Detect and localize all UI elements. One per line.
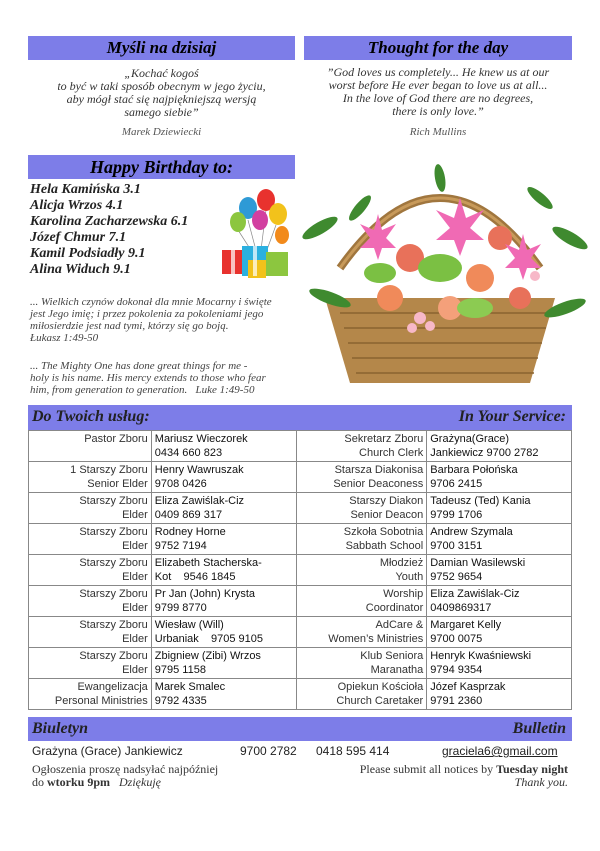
name-cell-line1: Barbara Połońska (430, 464, 518, 476)
service-row (29, 555, 572, 586)
role-cell-line2: Elder (122, 571, 148, 583)
name-cell (427, 586, 572, 617)
en-quote-author: Rich Mullins (409, 126, 467, 138)
role-cell-line1: 1 Starszy Zboru (70, 464, 148, 476)
name-cell-line2: 9792 4335 (154, 695, 207, 707)
birthday-person: Józef Chmur 7.1 (30, 230, 127, 245)
name-cell (427, 555, 572, 586)
verse-pl-line: ... Wielkich czynów dokonał dla mnie Mocarny i święte (30, 296, 272, 308)
role-cell (29, 462, 152, 493)
service-row (29, 493, 572, 524)
name-cell-line1: Marek Smalec (154, 681, 226, 693)
birthday-person: Hela Kamińska 3.1 (30, 182, 141, 197)
name-cell-line1: Rodney Horne (154, 526, 226, 538)
verse-en-last: him, from generation to generation. (30, 384, 188, 396)
role-cell (296, 493, 427, 524)
notice-en-deadline: Tuesday night (496, 762, 568, 776)
name-cell-line2: 0409869317 (430, 602, 492, 614)
notice-pl-line1: Ogłoszenia proszę nadsyłać najpóźniej (32, 762, 219, 776)
service-row (29, 524, 572, 555)
service-row (29, 617, 572, 648)
notice-pl-deadline: wtorku 9pm (47, 775, 111, 789)
name-cell-line2: Urbaniak 9705 9105 (154, 633, 264, 645)
role-cell-line1: AdCare & (375, 619, 424, 631)
role-cell (29, 431, 152, 462)
role-cell-line2: Personal Ministries (54, 695, 148, 707)
pl-thought-title: Myśli na dzisiaj (28, 36, 295, 60)
role-cell (29, 586, 152, 617)
role-cell (296, 462, 427, 493)
name-cell-line1: Józef Kasprzak (430, 681, 506, 693)
verse-pl-line: jest Jego imię; i przez pokolenia za pokoleniami jego (30, 308, 264, 320)
service-row (29, 586, 572, 617)
notice-pl-thanks: Dziękuję (119, 775, 161, 789)
role-cell (296, 524, 427, 555)
pl-quote-line: samego siebie” (124, 105, 199, 119)
role-cell (296, 431, 427, 462)
role-cell-line1: Starszy Zboru (79, 650, 148, 662)
pl-quote-line: aby mógł stać się najpiękniejszą wersją (66, 92, 257, 106)
service-title-en: In Your Service: (458, 408, 566, 425)
name-cell (427, 493, 572, 524)
role-cell (29, 679, 152, 710)
role-cell-line1: Sekretarz Zboru (344, 433, 424, 445)
verse-en-line (30, 384, 330, 396)
name-cell-line1: Henry Wawruszak (154, 464, 244, 476)
role-cell-line2: Youth (395, 571, 424, 583)
role-cell-line1: Starszy Zboru (79, 526, 148, 538)
name-cell-line2: 9795 1158 (154, 664, 206, 676)
role-cell-line2: Elder (122, 602, 148, 614)
notice-pl-line2 (32, 776, 218, 789)
service-header (28, 405, 572, 430)
role-cell (29, 617, 152, 648)
flower-basket-illustration (300, 148, 590, 398)
name-cell (427, 648, 572, 679)
name-cell-line2: Kot 9546 1845 (154, 571, 236, 583)
role-cell (296, 679, 427, 710)
name-cell-line1: Eliza Zawiślak-Ciz (154, 495, 245, 507)
verse-pl (30, 296, 320, 344)
verse-en-line: ... The Mighty One has done great things for me - (30, 360, 248, 372)
name-cell (151, 524, 296, 555)
role-cell-line2: Church Clerk (359, 447, 424, 459)
name-cell-line2: 0434 660 823 (154, 447, 223, 459)
name-cell-line1: Wiesław (Will) (154, 619, 224, 631)
role-cell (296, 617, 427, 648)
name-cell-line1: Mariusz Wieczorek (154, 433, 248, 445)
role-cell-line1: Ewangelizacja (77, 681, 148, 693)
service-title-pl: Do Twoich usług: (32, 408, 150, 425)
role-cell-line2: Elder (122, 633, 148, 645)
en-quote (304, 66, 572, 118)
role-cell (296, 586, 427, 617)
role-cell-line2: Senior Elder (87, 478, 148, 490)
en-quote-line: worst before He ever began to love us at all... (328, 78, 548, 92)
pl-quote (28, 67, 295, 119)
role-cell-line1: Starszy Zboru (79, 588, 148, 600)
name-cell-line2: 9700 3151 (430, 540, 483, 552)
role-cell-line2: Elder (122, 540, 148, 552)
name-cell-line1: Henryk Kwaśniewski (430, 650, 532, 662)
birthday-person: Alicja Wrzos 4.1 (30, 198, 124, 213)
name-cell (151, 648, 296, 679)
name-cell (427, 524, 572, 555)
role-cell-line2: Senior Deaconess (333, 478, 424, 490)
role-cell-line1: Szkoła Sobotnia (343, 526, 424, 538)
service-row (29, 648, 572, 679)
role-cell-line1: Starszy Diakon (349, 495, 424, 507)
en-quote-line: In the love of God there are no degrees, (342, 91, 534, 105)
notice-en (360, 763, 568, 789)
role-cell-line2: Senior Deacon (350, 509, 424, 521)
verse-en-line: holy is his name. His mercy extends to those who fear (30, 372, 266, 384)
notice-pl (32, 763, 218, 789)
name-cell-line1: Elizabeth Stacherska- (154, 557, 262, 569)
role-cell-line2: Church Caretaker (336, 695, 424, 707)
name-cell (151, 493, 296, 524)
role-cell-line1: Młodzież (379, 557, 424, 569)
bulletin-phone2: 0418 595 414 (316, 744, 390, 758)
name-cell (151, 431, 296, 462)
role-cell (29, 555, 152, 586)
verse-en (30, 360, 330, 396)
pl-quote-author: Marek Dziewiecki (121, 126, 202, 138)
role-cell-line1: Klub Seniora (360, 650, 424, 662)
name-cell-line2: 9700 0075 (430, 633, 483, 645)
name-cell (427, 679, 572, 710)
birthday-list (30, 182, 188, 278)
en-quote-line: there is only love.” (392, 104, 484, 118)
name-cell-line2: 9794 9354 (430, 664, 483, 676)
role-cell-line2: Coordinator (365, 602, 424, 614)
verse-pl-line: miłosierdzie jest nad tymi, którzy się go boją. (30, 320, 229, 332)
role-cell-line2: Maranatha (370, 664, 424, 676)
verse-pl-ref: Łukasz 1:49-50 (30, 332, 99, 344)
name-cell-line1: Andrew Szymala (430, 526, 513, 538)
birthday-title: Happy Birthday to: (28, 155, 295, 179)
service-row (29, 679, 572, 710)
birthday-person: Alina Widuch 9.1 (30, 262, 131, 277)
role-cell (29, 524, 152, 555)
role-cell-line2: Elder (122, 664, 148, 676)
bulletin-email[interactable]: graciela6@gmail.com (442, 744, 558, 758)
name-cell-line1: Zbigniew (Zibi) Wrzos (154, 650, 261, 662)
name-cell (151, 586, 296, 617)
bulletin-title-en: Bulletin (512, 720, 566, 737)
name-cell-line2: 9799 1706 (430, 509, 483, 521)
role-cell-line1: Pastor Zboru (84, 433, 148, 445)
name-cell-line1: Margaret Kelly (430, 619, 502, 631)
name-cell-line1: Pr Jan (John) Krysta (154, 588, 256, 600)
notice-pl-prefix: do (32, 775, 47, 789)
role-cell (296, 555, 427, 586)
bulletin-editor: Grażyna (Grace) Jankiewicz (32, 744, 183, 758)
verse-en-ref: Luke 1:49-50 (195, 384, 255, 396)
name-cell (151, 555, 296, 586)
name-cell-line2: 9708 0426 (154, 478, 207, 490)
birthday-person: Karolina Zacharzewska 6.1 (30, 214, 189, 229)
pl-quote-line: to być w taki sposób obecnym w jego życiu, (57, 79, 266, 93)
en-thought-title: Thought for the day (304, 36, 572, 60)
name-cell-line2: Jankiewicz 9700 2782 (430, 447, 539, 459)
name-cell (427, 617, 572, 648)
role-cell-line1: Worship (383, 588, 424, 600)
role-cell-line1: Opiekun Kościoła (337, 681, 424, 693)
service-row (29, 431, 572, 462)
role-cell-line1: Starszy Zboru (79, 619, 148, 631)
bulletin-phone1: 9700 2782 (240, 744, 297, 758)
role-cell-line2: Sabbath School (345, 540, 424, 552)
role-cell-line1: Starsza Diakonisa (334, 464, 424, 476)
pl-quote-line: „Kochać kogoś (124, 66, 199, 80)
role-cell-line1: Starszy Zboru (79, 495, 148, 507)
name-cell-line1: Tadeusz (Ted) Kania (430, 495, 531, 507)
bulletin-header (28, 717, 572, 741)
name-cell-line2: 9791 2360 (430, 695, 483, 707)
name-cell-line1: Damian Wasilewski (430, 557, 526, 569)
role-cell-line2: Elder (122, 509, 148, 521)
service-table (28, 430, 572, 710)
name-cell-line2: 9752 7194 (154, 540, 207, 552)
role-cell (296, 648, 427, 679)
notice-en-thanks: Thank you. (514, 775, 568, 789)
name-cell (427, 462, 572, 493)
role-cell-line2: Women’s Ministries (328, 633, 424, 645)
name-cell-line2: 9799 8770 (154, 602, 207, 614)
role-cell (29, 493, 152, 524)
name-cell-line1: Grażyna(Grace) (430, 433, 510, 445)
name-cell-line2: 9752 9654 (430, 571, 483, 583)
name-cell-line2: 0409 869 317 (154, 509, 223, 521)
en-quote-line: ”God loves us completely... He knew us at our (326, 65, 550, 79)
name-cell (151, 617, 296, 648)
bulletin-title-pl: Biuletyn (32, 720, 89, 737)
role-cell (29, 648, 152, 679)
name-cell (151, 462, 296, 493)
notice-en-prefix: Please submit all notices by (359, 762, 497, 776)
name-cell (151, 679, 296, 710)
name-cell-line1: Eliza Zawiślak-Ciz (430, 588, 520, 600)
role-cell-line1: Starszy Zboru (79, 557, 148, 569)
service-row (29, 462, 572, 493)
birthday-person: Kamil Podsiadły 9.1 (30, 246, 146, 261)
name-cell-line2: 9706 2415 (430, 478, 483, 490)
name-cell (427, 431, 572, 462)
balloons-gifts-illustration (218, 180, 298, 280)
